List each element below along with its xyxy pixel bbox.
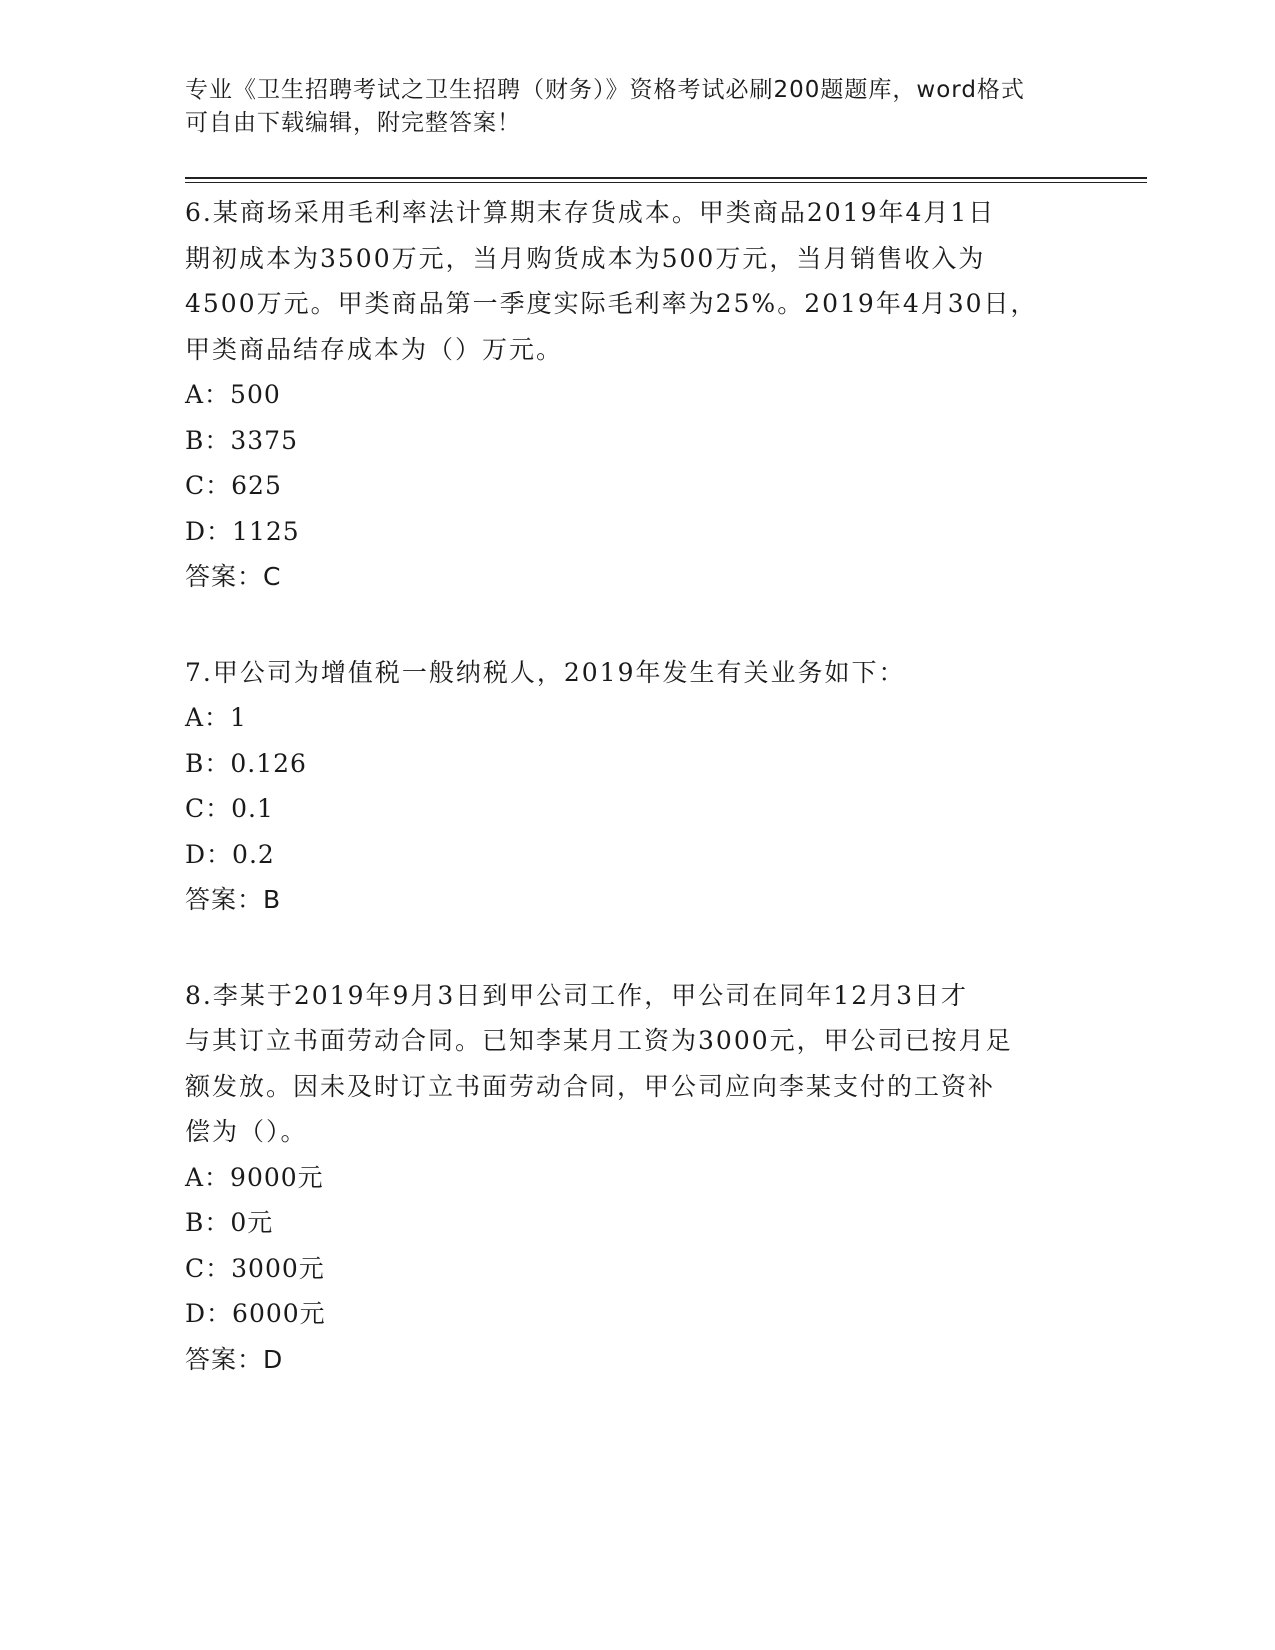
question-stem-line: 8.李某于2019年9月3日到甲公司工作，甲公司在同年12月3日才 <box>185 980 969 1010</box>
option-b: B：0元 <box>185 1208 274 1237</box>
option-c: C：625 <box>185 471 282 500</box>
question-stem-line: 6.某商场采用毛利率法计算期末存货成本。甲类商品2019年4月1日 <box>185 198 996 227</box>
option-d: D：1125 <box>185 516 300 546</box>
question-stem-line: 甲类商品结存成本为（）万元。 <box>185 334 564 364</box>
question-7 <box>185 650 1065 923</box>
header-line-1: 专业《卫生招聘考试之卫生招聘（财务）》资格考试必刷200题题库，word格式 <box>185 77 1025 103</box>
answer-line: 答案：C <box>185 562 282 591</box>
header-line-2: 可自由下载编辑，附完整答案！ <box>185 110 521 136</box>
header-divider-thin <box>185 182 1147 183</box>
question-stem-line: 7.甲公司为增值税一般纳税人，2019年发生有关业务如下： <box>185 657 906 687</box>
question-stem-line: 偿为（）。 <box>185 1117 308 1146</box>
question-6 <box>185 190 1065 600</box>
question-stem-line: 额发放。因未及时订立书面劳动合同，甲公司应向李某支付的工资补 <box>185 1071 996 1101</box>
document-header <box>185 74 1075 140</box>
question-8 <box>185 973 1065 1383</box>
option-b: B：3375 <box>185 425 298 455</box>
question-stem-line: 与其订立书面劳动合同。已知李某月工资为3000元，甲公司已按月足 <box>185 1026 1013 1055</box>
header-divider-thick <box>185 177 1147 179</box>
question-stem-line: 期初成本为3500万元，当月购货成本为500万元，当月销售收入为 <box>185 243 986 273</box>
question-stem-line: 4500万元。甲类商品第一季度实际毛利率为25%。2019年4月30日， <box>185 289 1038 318</box>
option-d: D：6000元 <box>185 1299 326 1328</box>
option-a: A：1 <box>185 703 247 732</box>
option-d: D：0.2 <box>185 839 275 869</box>
option-c: C：3000元 <box>185 1253 325 1283</box>
question-list <box>185 190 1065 1432</box>
option-a: A：9000元 <box>185 1162 324 1192</box>
answer-line: 答案：B <box>185 885 282 914</box>
answer-line: 答案：D <box>185 1344 284 1374</box>
option-a: A：500 <box>185 380 281 409</box>
option-c: C：0.1 <box>185 794 274 823</box>
option-b: B：0.126 <box>185 748 307 778</box>
